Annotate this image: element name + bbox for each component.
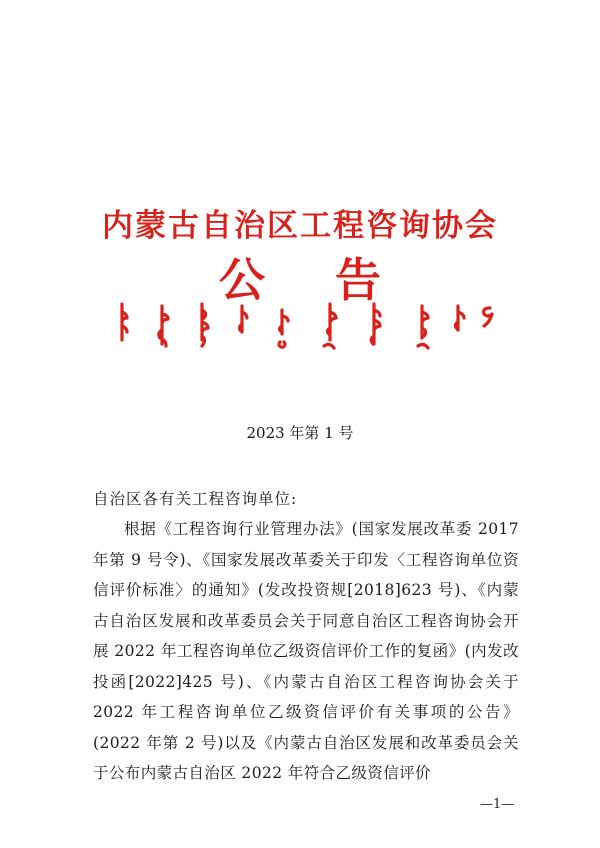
- addressee: 自治区各有关工程咨询单位:: [93, 490, 298, 508]
- notice-title: 公告: [219, 253, 451, 307]
- organization-title: 内蒙古自治区工程咨询协会: [102, 208, 498, 244]
- page-number: —1—: [480, 797, 515, 812]
- body-paragraph: 根据《工程咨询行业管理办法》(国家发展改革委 2017 年第 9 号令)、《国家发展改革委关于印发〈工程咨询单位资信评价标准〉的通知》(发改投资规[2018]623 号)、《内蒙古自治区发展和改革委员会关于同意自治区工程咨询协会开展 2022 年工程咨询单位乙级资信评价工作的复函》(内发改投函[2022]425 号)、《内蒙古自治区工程咨询协会关于 2022 年工程咨询单位乙级资信评价有关事项的公告》(2022 年第 2 号)以及《内蒙古自治区发展和改革委员会关于公布内蒙古自治区 2022 年符合乙级资信评价: [93, 520, 519, 782]
- mongolian-script-icon: [118, 300, 498, 360]
- issue-number: 2023 年第 1 号: [246, 424, 354, 442]
